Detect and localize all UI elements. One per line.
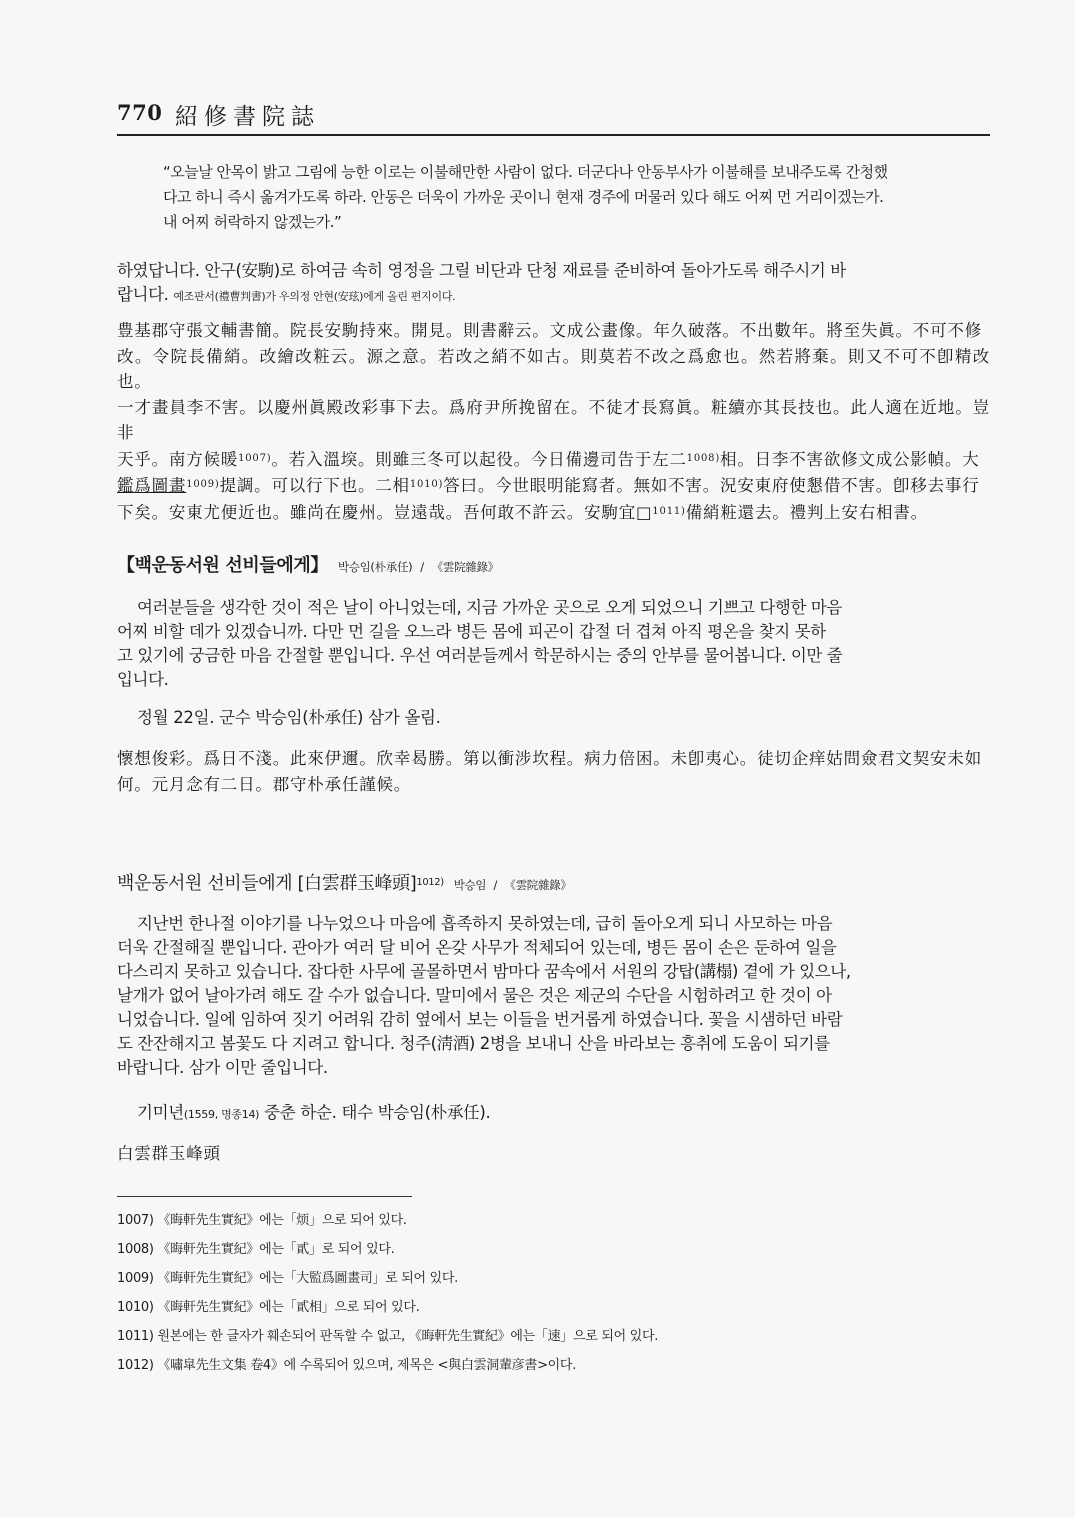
chinese-line (117, 499, 990, 526)
chinese-text: 鑑爲圖畫 (117, 476, 187, 495)
paragraph-line: 지난번 한나절 이야기를 나누었으나 마음에 흡족하지 못하였는데, 급히 돌아오게 되니 사모하는 마음 (137, 914, 833, 933)
section-author: 박승임 (453, 878, 487, 892)
paragraph-line (117, 283, 990, 309)
chinese-line: 懷想俊彩。爲日不淺。此來伊邇。欣幸曷勝。第以衝涉坎程。病力倍困。未卽夷心。徒切企痒姑問僉君文契安未如 (117, 749, 982, 768)
chinese-line: 何。元月念有二日。郡守朴承任謹候。 (117, 774, 412, 794)
chinese-text: 備綃粧還去。禮判上安右相書。 (685, 502, 928, 522)
paragraph-line: 바랍니다. 삼가 이만 줄입니다. (117, 1058, 328, 1077)
section-title-text: 백운동서원 선비들에게 [白雲群玉峰頭] (117, 873, 417, 894)
quote-line: 내 어찌 허락하지 않겠는가.” (163, 213, 342, 231)
footnote-divider (117, 1196, 412, 1197)
footnote-item: 1012) 《嘯皐先生文集 卷4》에 수록되어 있으며, 제목은 <與白雲洞輩彦書>이다. (117, 1358, 577, 1373)
section-source: 《雲院雜錄》 (431, 560, 499, 574)
paragraph-line: 어찌 비할 데가 있겠습니까. 다만 먼 길을 오느라 병든 몸에 피곤이 갑절 더 겹쳐 아직 평온을 찾지 못하 (117, 622, 826, 641)
footnote-item: 1011) 원본에는 한 글자가 훼손되어 판독할 수 없고, 《晦軒先生實紀》에는「速」으로 되어 있다. (117, 1329, 659, 1344)
chinese-line: 豊基郡守張文輔書簡。院長安駒持來。開見。則書辭云。文成公畫像。年久破落。不出數年。將至失眞。不可不修 (117, 321, 982, 340)
paragraph-line: 여러분들을 생각한 것이 적은 날이 아니었는데, 지금 가까운 곳으로 오게 되었으니 기쁘고 다행한 마음 (137, 598, 842, 617)
section-title (117, 551, 499, 577)
chinese-text: 提調。可以行下也。二相 (219, 476, 410, 495)
footnote-ref: 1009) (186, 479, 220, 490)
section-title (117, 869, 572, 895)
page-number: 770 (117, 100, 163, 125)
section2-paragraph (117, 596, 990, 692)
section-title-text: 【백운동서원 선비들에게】 (117, 555, 328, 576)
closing-date-note: (1559, 명종14) (183, 1108, 260, 1121)
section-separator: / (493, 878, 498, 892)
paragraph-line: 하였답니다. 안구(安駒)로 하여금 속히 영정을 그릴 비단과 단청 재료를 준비하여 돌아가도록 해주시기 바 (117, 261, 846, 280)
section2-closing: 정월 22일. 군수 박승임(朴承任) 삼가 올림. (137, 708, 441, 727)
section3-paragraph (117, 912, 990, 1080)
chinese-text: 相。日李不害欲修文成公影幀。大 (720, 449, 980, 469)
chinese-line (117, 446, 990, 473)
footnote-item: 1009) 《晦軒先生實紀》에는「大監爲圖畫司」로 되어 있다. (117, 1271, 458, 1286)
book-title: 紹修書院誌 (175, 104, 320, 130)
chinese-text: 。若入溫堗。則雖三冬可以起役。今日備邊司告于左二 (271, 449, 687, 469)
chinese-text: 天乎。南方候暖 (117, 449, 239, 469)
paragraph-line: 고 있기에 궁금한 마음 간절할 뿐입니다. 우선 여러분들께서 학문하시는 중의 안부를 물어봅니다. 이만 줄 (117, 646, 843, 665)
footnote-ref: 1008) (686, 452, 721, 464)
paragraph-line: 다스리지 못하고 있습니다. 잡다한 사무에 골몰하면서 밤마다 꿈속에서 서원의 강탑(講榻) 곁에 가 있으나, (117, 962, 851, 981)
letter-paragraph (117, 259, 990, 309)
section2-chinese (117, 746, 990, 797)
footnotes (117, 1210, 990, 1384)
quote-block (163, 160, 990, 235)
paragraph-line: 니었습니다. 일에 임하여 짓기 어려워 감히 옆에서 보는 이들을 번거롭게 하였습니다. 꽃을 시샘하던 바람 (117, 1010, 843, 1029)
footnote-ref: 1011) (652, 505, 686, 517)
paragraph-line: 도 잔잔해지고 봄꽃도 다 지려고 합니다. 청주(淸酒) 2병을 보내니 산을 바라보는 흥취에 도움이 되기를 (117, 1034, 830, 1053)
chinese-text: 答曰。今世眼明能寫者。無如不害。況安東府使懇借不害。卽移去事行 (443, 476, 980, 495)
paragraph-line: 더욱 간절해질 뿐입니다. 관아가 여러 달 비어 온갖 사무가 적체되어 있는데, 병든 몸이 손은 둔하여 일을 (117, 938, 837, 957)
closing-text: 중춘 하순. 태수 박승임(朴承任). (259, 1103, 491, 1122)
source-note: 예조판서(禮曹判書)가 우의정 안현(安玹)에게 올린 편지이다. (173, 290, 456, 303)
section-separator: / (420, 560, 424, 574)
footnote-ref: 1010) (409, 479, 444, 490)
paragraph-line: 입니다. (117, 670, 169, 689)
paragraph-line: 날개가 없어 날아가려 해도 갈 수가 없습니다. 말미에서 물은 것은 제군의 수단을 시험하려고 한 것이 아 (117, 986, 832, 1005)
closing-text: 기미년 (137, 1103, 184, 1122)
missing-glyph: □ (636, 502, 653, 522)
page-header (117, 98, 990, 136)
chinese-line: 改。令院長備綃。改繪改粧云。源之意。若改之綃不如古。則莫若不改之爲愈也。然若將棄。則又不可不卽精改也。 (117, 346, 990, 391)
quote-line: “오늘날 안목이 밝고 그림에 능한 이로는 이불해만한 사람이 없다. 더군다나 안동부사가 이불해를 보내주도록 간청했 (163, 163, 888, 181)
footnote-item: 1008) 《晦軒先生實紀》에는「貳」로 되어 있다. (117, 1242, 395, 1257)
section-author: 박승임(朴承任) (337, 560, 413, 574)
section3-closing (137, 1101, 490, 1127)
footnote-item: 1007) 《晦軒先生實紀》에는「烦」으로 되어 있다. (117, 1213, 407, 1228)
chinese-line (117, 472, 990, 499)
footnote-item: 1010) 《晦軒先生實紀》에는「貳相」으로 되어 있다. (117, 1300, 420, 1315)
section3-chinese: 白雲群玉峰頭 (117, 1144, 221, 1163)
chinese-text: 下矣。安東尤便近也。雖尚在慶州。豈遠哉。吾何敢不許云。安駒宜 (117, 502, 636, 522)
quote-line: 다고 하니 즉시 옮겨가도록 하라. 안동은 더욱이 가까운 곳이니 현재 경주에 머물러 있다 해도 어찌 먼 거리이겠는가. (163, 188, 884, 206)
footnote-ref: 1007) (238, 452, 272, 464)
chinese-original-text (117, 318, 990, 525)
footnote-ref: 1012) (416, 877, 444, 888)
paragraph-text: 랍니다. (117, 285, 169, 304)
chinese-line: 一才畫員李不害。以慶州眞殿改彩事下去。爲府尹所挽留在。不徒才長寫眞。粧續亦其長技也。此人適在近地。豈非 (117, 397, 990, 442)
section-source: 《雲院雜錄》 (504, 878, 572, 892)
